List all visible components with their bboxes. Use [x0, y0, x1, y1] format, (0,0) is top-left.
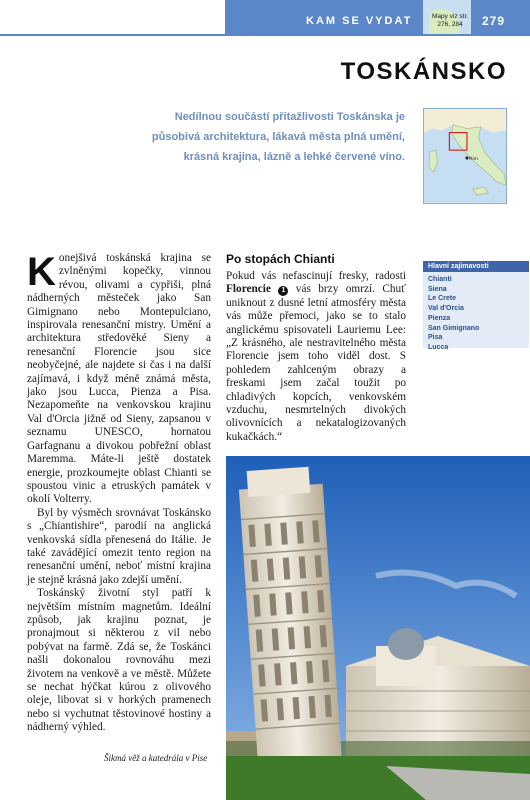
intro-text: Nedílnou součástí přitažlivosti Toskánska je působivá architektura, lákavá města plná umění, krásná krajina, lázně a lehké červené víno.: [151, 111, 405, 163]
highlight-item: Val d'Orcia: [428, 305, 464, 313]
section-text: Pokud vás nefascinují fresky, radosti Florencie 1 vás brzy omrzí. Chuť uniknout z dusné letní atmosféry města vás může přemoci, jako se to stalo anglickému spisovateli Lauriemu Lee: „Z krásného, ale nestravitelného města Florencie jsem toho viděl dost. S pohledem zahlceným obrazy a freskami jsem začal toužit po chladivých kopcích, venkovském vzduchu, nesmrtelných divokých olivovnících a nekatalogizovaných kukačkách.“: [226, 270, 407, 443]
main-text-column: [27, 252, 211, 735]
highlight-item: Le Crete: [428, 295, 457, 303]
drop-cap: K: [27, 250, 56, 294]
section-heading: Po stopách Chianti: [226, 252, 335, 266]
map-reference: Mapy viz str. 276, 284: [431, 13, 469, 28]
florence-link: Florencie: [226, 283, 271, 296]
paragraph-2: Byl by výsměch srovnávat Toskánsko s „Chiantishire“, parodií na anglická venkovská sídla přenesená do Itálie. Je také zavádějící omezit tento region na renesanční umění, neboť místní krajina je stejně krásná jako zdejší umění.: [27, 506, 211, 586]
paragraph-3: Toskánský životní styl patří k největším místním magnetům. Ideální způsob, jak krajinu poznat, je pronajmout si některou z vil nebo pobývat na farmě. Zdá se, že Toskánci našli dokonalou rovnováhu mezi životem na venkově a ve městě. Můžete se nechat hýčkat kúrou z olivového oleje, libovat si v horkých pramenech nebo si vychutnat těstovinové hostiny a nádherný výhled.: [27, 587, 211, 734]
page-number: 279: [482, 14, 506, 28]
pisa-tower-photo: [226, 456, 530, 800]
highlight-item: Chianti: [428, 276, 452, 283]
map-city-label: Řím: [468, 156, 478, 162]
photo-caption: Šikmá věž a katedrála v Pise: [104, 753, 208, 763]
highlight-item: Pisa: [428, 334, 443, 342]
section-label: KAM SE VYDAT: [306, 15, 413, 27]
paragraph-1: Konejšivá toskánská krajina se zvlněnými kopečky, vinnou révou, olivami a cypřiši, plná nádherných městeček jako San Gimignano nebo Montepulciano, inspirovala renesanční mistry. Umění a architektura středověké Sieny a renesanční Florencie jsou sice neobyčejné, ale najdete si čas i na další zajímavá, i když méně známá města, jako jsou Lucca, Pienza a Pisa. Nezapomeňte na venkovskou krajinu Val d'Orcia jižně od Sieny, zapsanou v seznamu UNESCO, hornatou Garfagnanu a divokou pobřežní oblast Maremma. Máte-li ještě dostatek energie, prozkoumejte oblast Chianti se spoustou vinic a etruských památek v okolí Volterry.: [27, 250, 211, 506]
highlight-item: San Gimignano: [428, 324, 480, 332]
highlights-box: [423, 261, 529, 351]
highlight-item: Pienza: [428, 314, 451, 322]
highlight-item: Siena: [428, 285, 447, 293]
highlights-list: [423, 272, 529, 353]
highlights-title: Hlavní zajímavosti: [423, 261, 529, 272]
map-number-badge: 1: [278, 286, 288, 296]
highlight-item: Lucca: [428, 343, 449, 351]
italy-locator-map: [423, 108, 507, 204]
page-title: TOSKÁNSKO: [340, 58, 507, 85]
header-rule: [0, 34, 530, 36]
